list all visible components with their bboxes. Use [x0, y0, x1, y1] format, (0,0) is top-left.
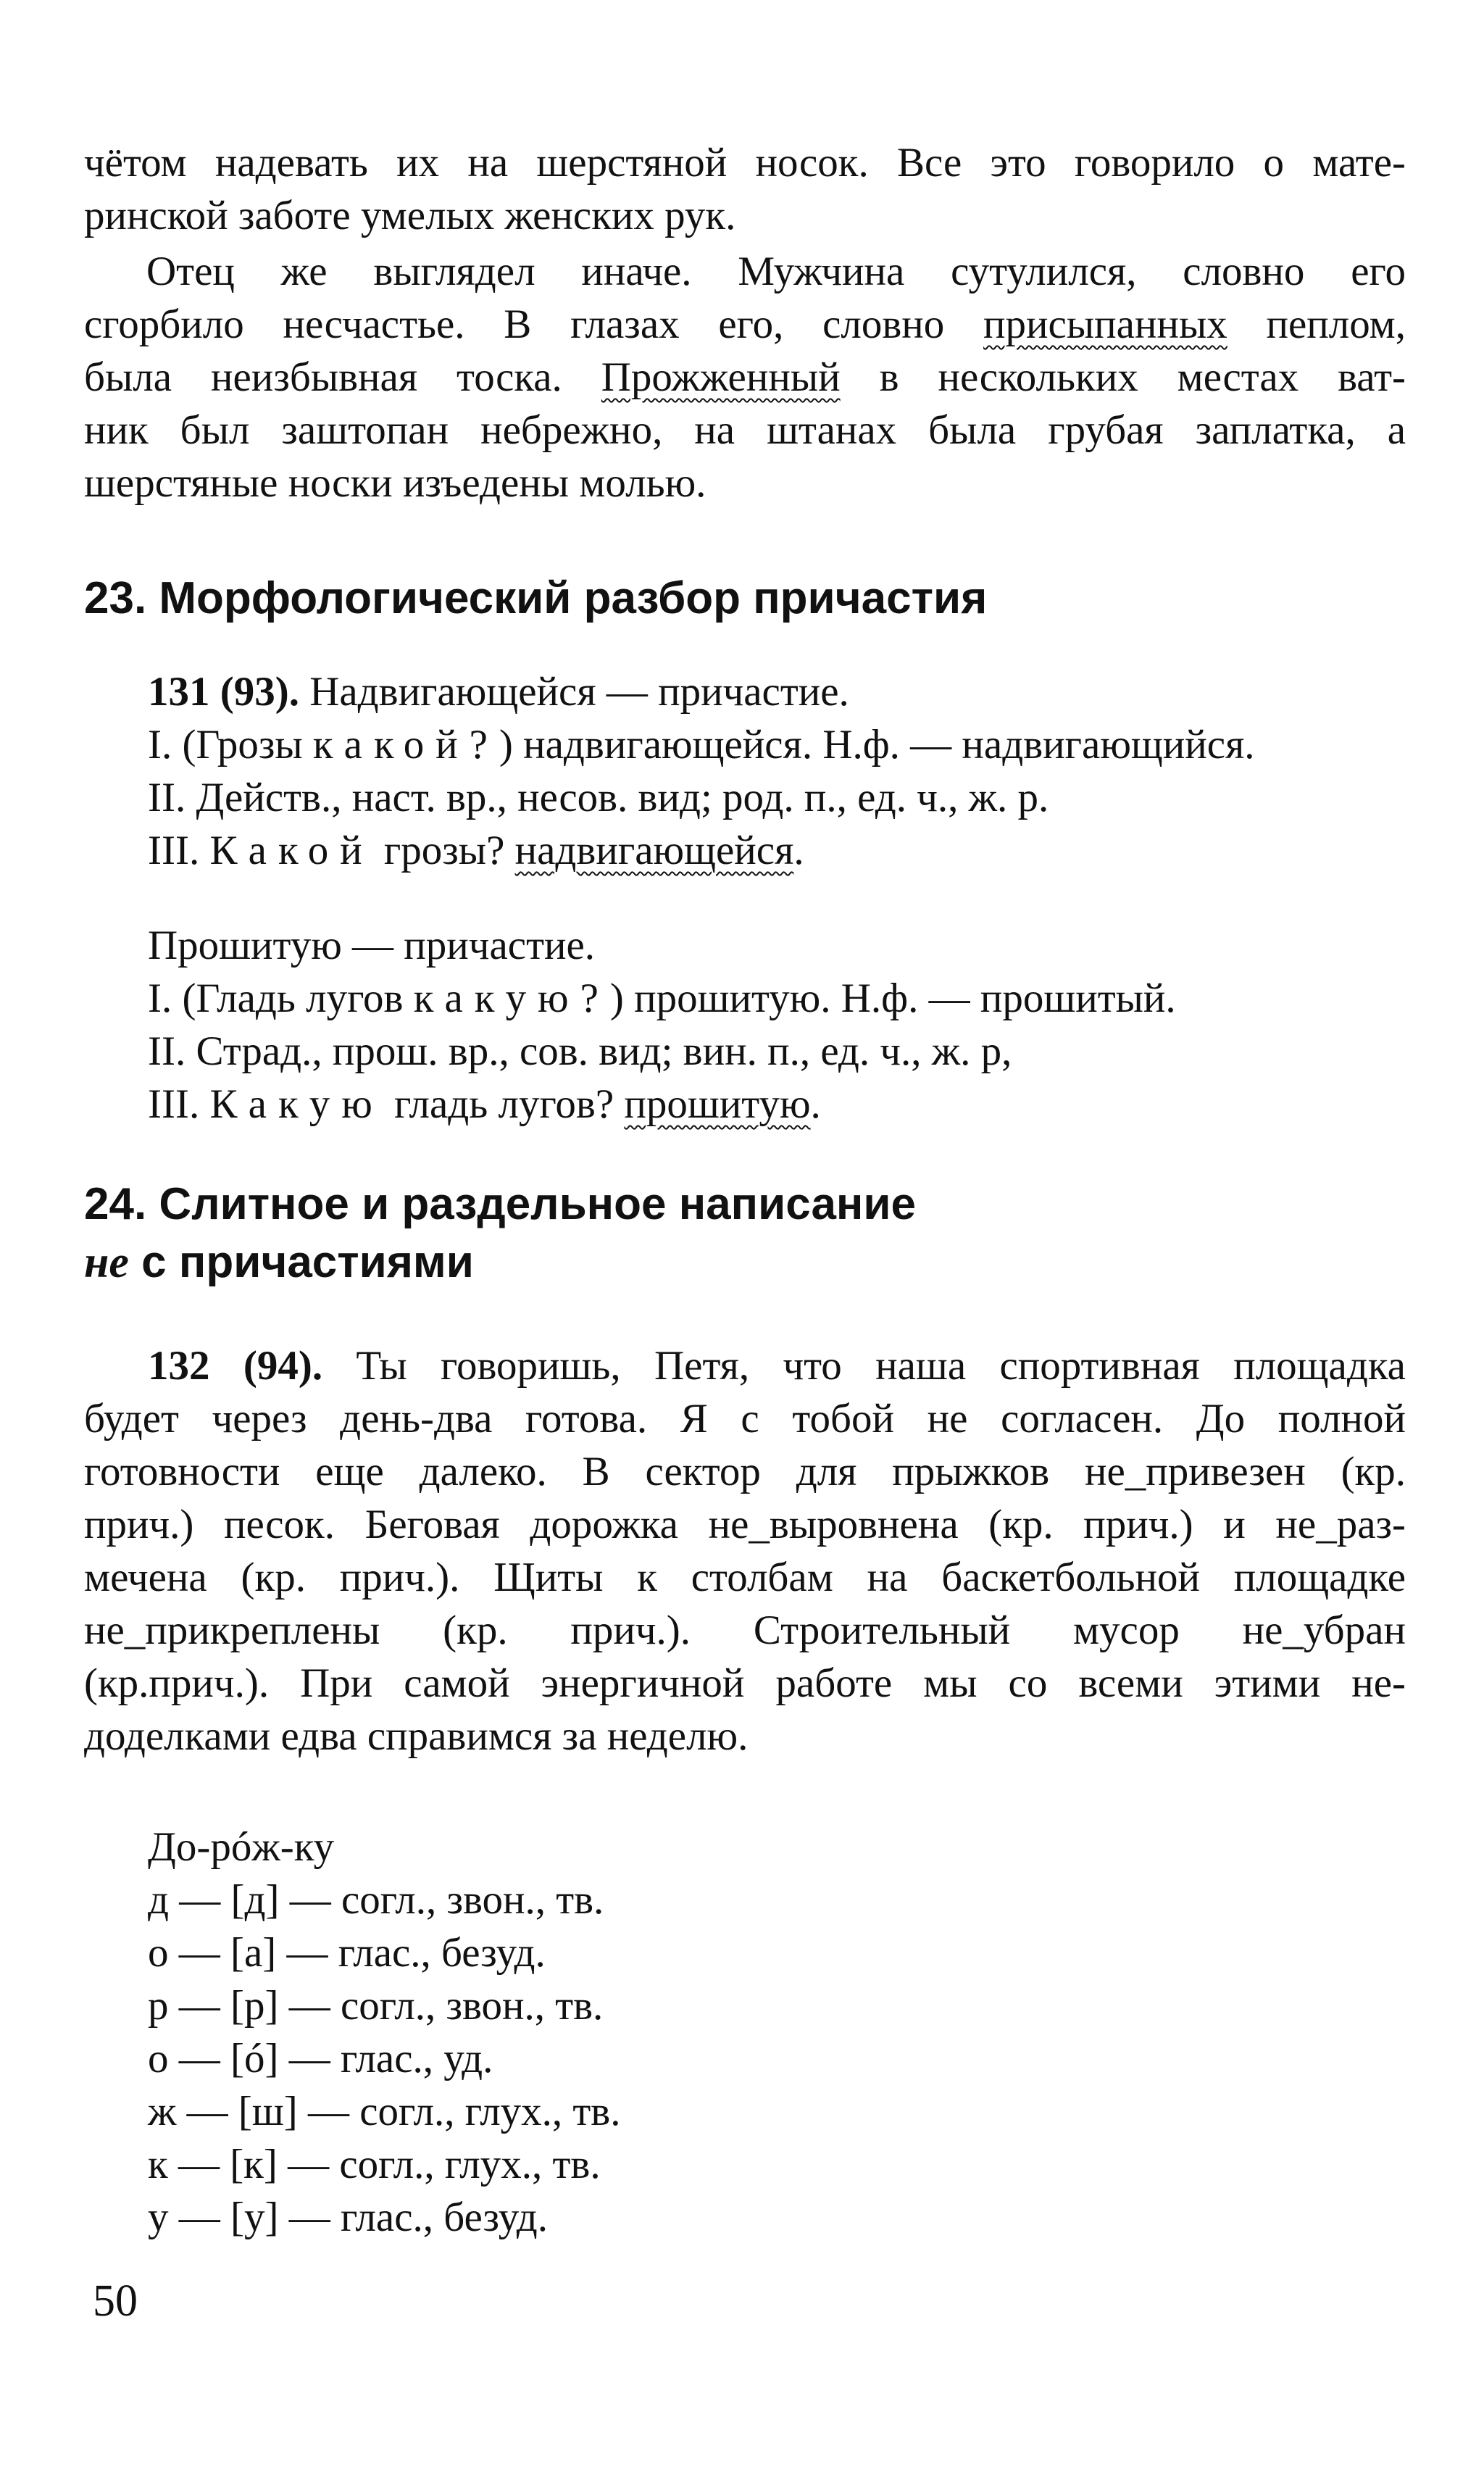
- text-line: мечена (кр. прич.). Щиты к столбам на баскетбольной площадке: [84, 1555, 1406, 1600]
- phonetic-row: ж — [ш] — согл., глух., тв.: [148, 2089, 621, 2134]
- text-line: ринской заботе умелых женских рук.: [84, 193, 736, 238]
- text-line: была неизбывная тоска. Прожженный в нескольких местах ват-: [84, 354, 1406, 400]
- text-line: шерстяные носки изъедены молью.: [84, 460, 706, 506]
- text-line: 131 (93). Надвигающейся — причастие.: [148, 669, 849, 715]
- text-line: доделками едва справимся за неделю.: [84, 1713, 749, 1759]
- underlined-word: прошитую: [624, 1081, 811, 1127]
- text-line: Отец же выглядел иначе. Мужчина сутулился, словно его: [146, 249, 1406, 294]
- text-line: ник был заштопан небрежно, на штанах была грубая заплатка, а: [84, 407, 1406, 453]
- father-paragraph: [84, 245, 1406, 509]
- question-word: какой?: [312, 722, 499, 768]
- phonetic-row: о — [ó] — глас., уд.: [148, 2036, 493, 2081]
- phonetic-row: д — [д] — согл., звон., тв.: [148, 1877, 604, 1923]
- page-number: 50: [93, 2276, 138, 2326]
- section-23-heading: 23. Морфологический разбор причастия: [84, 573, 988, 623]
- text-line: готовности еще далеко. В сектор для прыжков не_привезен (кр.: [84, 1449, 1406, 1494]
- text-line: будет через день-два готова. Я с тобой не согласен. До полной: [84, 1396, 1406, 1442]
- exercise-number: 131 (93).: [148, 669, 299, 715]
- phonetic-row: у — [у] — глас., безуд.: [148, 2195, 548, 2240]
- phonetic-word: До-рóж-ку: [148, 1824, 335, 1870]
- text-line: 132 (94). Ты говоришь, Петя, что наша спортивная площадка: [148, 1343, 1406, 1389]
- question-word: Какой: [209, 828, 374, 873]
- intro-paragraph: [84, 136, 1406, 242]
- underlined-word: надвигающейся: [514, 828, 794, 873]
- text-line: Прошитую — причастие.: [148, 923, 596, 968]
- exercise-number: 132 (94).: [148, 1343, 323, 1389]
- text-line: чётом надевать их на шерстяной носок. Все это говорило о мате-: [84, 140, 1406, 186]
- text-line: I. (Грозы какой?) надвигающейся. Н.ф. — надвигающийся.: [148, 722, 1255, 768]
- section-24-heading: 24. Слитное и раздельное написание не с причастиями: [84, 1179, 916, 1287]
- text-line: II. Страд., прош. вр., сов. вид; вин. п., ед. ч., ж. р,: [148, 1028, 1012, 1074]
- exercise-132: [84, 1339, 1406, 1763]
- underlined-word: Прожженный: [601, 354, 841, 400]
- question-word: какую?: [413, 976, 610, 1021]
- text-line: (кр.прич.). При самой энергичной работе мы со всеми этими не-: [84, 1660, 1406, 1706]
- phonetic-analysis: [148, 1821, 620, 2244]
- phonetic-row: о — [а] — глас., безуд.: [148, 1930, 546, 1976]
- text-line: не_прикреплены (кр. прич.). Строительный мусор не_убран: [84, 1607, 1406, 1653]
- text-line: прич.) песок. Беговая дорожка не_выровнена (кр. прич.) и не_раз-: [84, 1502, 1406, 1547]
- text-line: I. (Гладь лугов какую?) прошитую. Н.ф. — прошитый.: [148, 976, 1176, 1021]
- text-line: III. Какую гладь лугов? прошитую.: [148, 1081, 821, 1127]
- exercise-131: [148, 665, 1255, 877]
- phonetic-row: р — [р] — согл., звон., тв.: [148, 1983, 604, 2029]
- text-line: II. Действ., наст. вр., несов. вид; род. п., ед. ч., ж. р.: [148, 775, 1049, 820]
- text-line: III. Какой грозы? надвигающейся.: [148, 828, 804, 873]
- text-line: сгорбило несчастье. В глазах его, словно присыпанных пеплом,: [84, 301, 1406, 347]
- phonetic-row: к — [к] — согл., глух., тв.: [148, 2142, 601, 2187]
- exercise-131-second: [148, 919, 1176, 1131]
- underlined-word: присыпанных: [983, 301, 1227, 347]
- question-word: Какую: [209, 1081, 384, 1127]
- italic-ne: не: [84, 1238, 129, 1287]
